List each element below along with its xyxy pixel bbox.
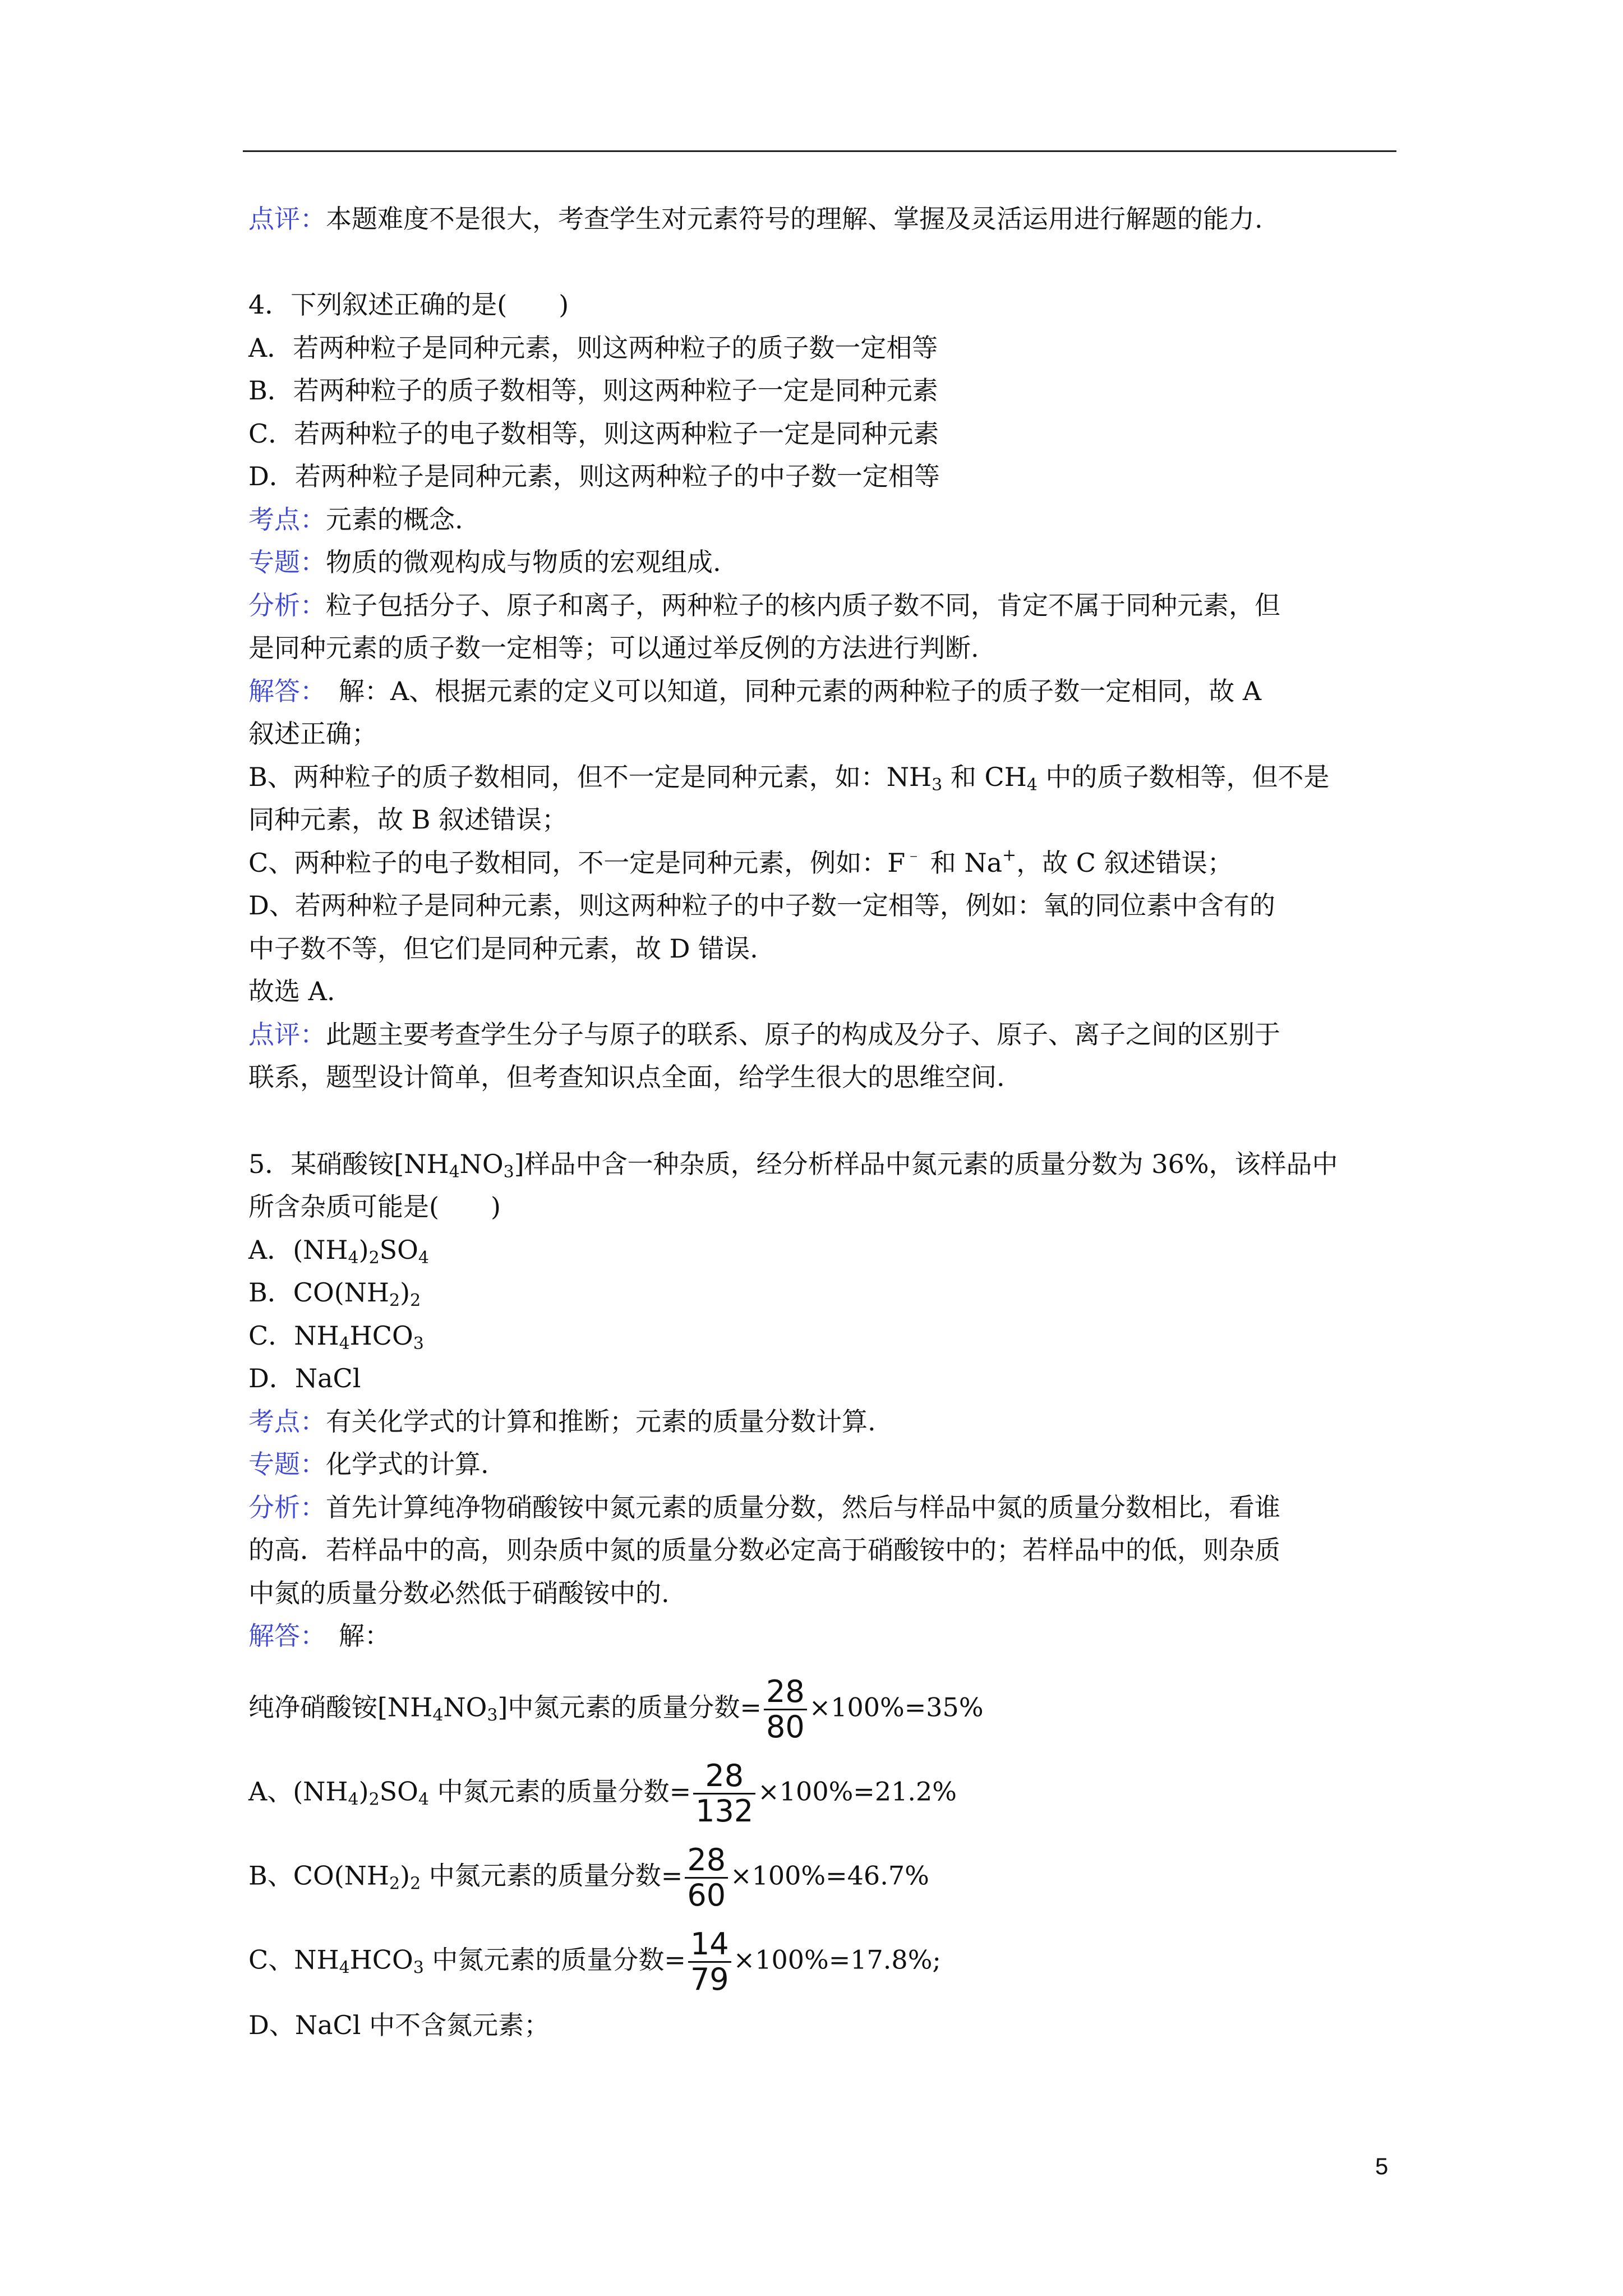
q4-review-1 xyxy=(248,1018,1280,1051)
superscript: ﹣ xyxy=(905,845,923,865)
text-run: ) xyxy=(400,1860,411,1891)
text-run: C．NH xyxy=(248,1320,339,1351)
zhuanti-text: 物质的微观构成与物质的宏观组成. xyxy=(326,547,721,577)
subscript: 3 xyxy=(413,1334,424,1354)
q4-kaodian xyxy=(248,503,463,536)
q4-d-1: D、若两种粒子是同种元素，则这两种粒子的中子数一定相等，例如：氧的同位素中含有的 xyxy=(248,890,1275,921)
calc-pure xyxy=(248,1675,984,1744)
denominator: 80 xyxy=(766,1709,805,1745)
review-label: 点评： xyxy=(248,204,326,234)
text-run: 和 CH xyxy=(942,762,1027,792)
review-label: 点评： xyxy=(248,1019,326,1050)
subscript: 2 xyxy=(389,1291,400,1310)
text-run: ×100%=46.7% xyxy=(730,1860,929,1891)
q4-zhuanti xyxy=(248,545,721,579)
q4-stem: 4．下列叙述正确的是( ) xyxy=(248,289,569,320)
text-run: 中的质子数相等，但不是 xyxy=(1037,762,1330,792)
subscript: 4 xyxy=(418,1248,429,1268)
text-run: ) xyxy=(400,1277,411,1308)
q5-fenxi-3: 中氮的质量分数必然低于硝酸铵中的. xyxy=(248,1578,670,1608)
text-run: B、CO(NH xyxy=(248,1860,390,1891)
q5-option-a xyxy=(248,1233,429,1267)
zhuanti-label: 专题： xyxy=(248,1449,326,1479)
text-run: C、NH xyxy=(248,1944,339,1975)
fraction xyxy=(688,1927,731,1996)
calc-a xyxy=(248,1759,957,1828)
text-run: NO xyxy=(459,1149,504,1179)
q4-option-c: C．若两种粒子的电子数相等，则这两种粒子一定是同种元素 xyxy=(248,418,939,449)
subscript: 4 xyxy=(418,1789,429,1810)
review-text: 本题难度不是很大，考查学生对元素符号的理解、掌握及灵活运用进行解题的能力. xyxy=(326,204,1263,234)
text-run: C、两种粒子的电子数相同，不一定是同种元素，例如：F xyxy=(248,848,906,878)
text-run: ]样品中含一种杂质，经分析样品中氮元素的质量分数为 36%，该样品中 xyxy=(514,1149,1338,1179)
text-run: NO xyxy=(443,1692,487,1723)
kaodian-label: 考点： xyxy=(248,504,326,535)
numerator: 14 xyxy=(688,1927,731,1963)
calc-c xyxy=(248,1927,941,1996)
text-run: SO xyxy=(379,1776,418,1807)
kaodian-text: 元素的概念. xyxy=(326,504,463,535)
subscript: 2 xyxy=(368,1789,380,1810)
q4-option-b: B．若两种粒子的质子数相等，则这两种粒子一定是同种元素 xyxy=(248,375,938,406)
zhuanti-text: 化学式的计算. xyxy=(326,1449,489,1479)
subscript: 4 xyxy=(449,1162,460,1182)
fenxi-text: 首先计算纯净物硝酸铵中氮元素的质量分数，然后与样品中氮的质量分数相比，看谁 xyxy=(326,1492,1280,1522)
text-run: A、(NH xyxy=(248,1776,348,1807)
subscript: 3 xyxy=(413,1958,424,1978)
calc-d: D、NaCl 中不含氮元素； xyxy=(248,2010,550,2040)
q4-option-a: A．若两种粒子是同种元素，则这两种粒子的质子数一定相等 xyxy=(248,333,938,363)
fraction xyxy=(693,1759,755,1828)
text-run: ]中氮元素的质量分数= xyxy=(497,1692,762,1723)
text-run: ) xyxy=(358,1776,369,1807)
text-run: HCO xyxy=(349,1320,413,1351)
review-text: 此题主要考查学生分子与原子的联系、原子的构成及分子、原子、离子之间的区别于 xyxy=(326,1019,1280,1050)
denominator: 79 xyxy=(690,1962,729,1997)
text-run: ，故 C 叙述错误； xyxy=(1016,848,1233,878)
text-run: 和 Na xyxy=(922,848,1003,878)
subscript: 4 xyxy=(1026,775,1038,795)
subscript: 4 xyxy=(348,1789,359,1810)
q5-stem-1 xyxy=(248,1147,1338,1181)
denominator: 132 xyxy=(695,1793,754,1829)
text-run: HCO xyxy=(349,1944,413,1975)
q4-fenxi-2: 是同种元素的质子数一定相等；可以通过举反例的方法进行判断. xyxy=(248,633,979,663)
denominator: 60 xyxy=(687,1878,726,1913)
text-run: ×100%=17.8%; xyxy=(733,1944,941,1975)
q5-stem-2: 所含杂质可能是( ) xyxy=(248,1191,501,1222)
q4-option-d: D．若两种粒子是同种元素，则这两种粒子的中子数一定相等 xyxy=(248,461,940,491)
zhuanti-label: 专题： xyxy=(248,547,326,577)
fraction xyxy=(685,1843,728,1912)
q5-kaodian xyxy=(248,1405,876,1438)
jieda-text: 解：A、根据元素的定义可以知道，同种元素的两种粒子的质子数一定相同，故 A xyxy=(313,676,1262,706)
q4-d-2: 中子数不等，但它们是同种元素，故 D 错误. xyxy=(248,933,758,964)
numerator: 28 xyxy=(685,1843,728,1879)
text-run: B．CO(NH xyxy=(248,1277,390,1308)
calc-b xyxy=(248,1843,929,1912)
numerator: 28 xyxy=(764,1675,807,1710)
subscript: 4 xyxy=(432,1705,444,1726)
subscript: 2 xyxy=(368,1248,380,1268)
q5-fenxi-2: 的高．若样品中的高，则杂质中氮的质量分数必定高于硝酸铵中的；若样品中的低，则杂质 xyxy=(248,1535,1280,1565)
q4-review-2: 联系，题型设计简单，但考查知识点全面，给学生很大的思维空间. xyxy=(248,1062,1005,1092)
text-run: ×100%=21.2% xyxy=(758,1776,957,1807)
subscript: 3 xyxy=(503,1162,514,1182)
text-run: 中氮元素的质量分数= xyxy=(429,1776,691,1807)
jieda-text: 解： xyxy=(313,1621,390,1651)
fenxi-text: 粒子包括分子、原子和离子，两种粒子的核内质子数不同，肯定不属于同种元素，但 xyxy=(326,590,1280,620)
numerator: 28 xyxy=(693,1759,755,1795)
subscript: 4 xyxy=(348,1248,359,1268)
text-run: ) xyxy=(358,1235,369,1265)
q4-jieda-2: 叙述正确； xyxy=(248,719,377,749)
q4-fenxi-1 xyxy=(248,588,1280,622)
text-run: ×100%=35% xyxy=(809,1692,984,1723)
q4-c xyxy=(248,846,1233,880)
kaodian-label: 考点： xyxy=(248,1406,326,1437)
q4-jieda-1 xyxy=(248,674,1261,708)
superscript: + xyxy=(1002,845,1017,865)
fenxi-label: 分析： xyxy=(248,1492,326,1522)
subscript: 2 xyxy=(389,1874,400,1894)
text-run: 中氮元素的质量分数= xyxy=(421,1860,683,1891)
q5-option-d: D．NaCl xyxy=(248,1363,361,1393)
subscript: 2 xyxy=(410,1874,421,1894)
review-q3 xyxy=(248,202,1263,236)
text-run: B、两种粒子的质子数相同，但不一定是同种元素，如：NH xyxy=(248,762,932,792)
q5-jieda xyxy=(248,1619,390,1653)
text-run: 纯净硝酸铵[NH xyxy=(248,1692,433,1723)
text-run: SO xyxy=(379,1235,418,1265)
q5-zhuanti xyxy=(248,1447,489,1481)
subscript: 4 xyxy=(339,1958,350,1978)
q4-b-1 xyxy=(248,760,1330,794)
text-run: 5．某硝酸铵[NH xyxy=(248,1149,449,1179)
fraction xyxy=(764,1675,807,1744)
header-rule xyxy=(243,150,1396,152)
q5-option-c xyxy=(248,1319,424,1352)
q4-answer: 故选 A. xyxy=(248,976,335,1006)
subscript: 3 xyxy=(932,775,943,795)
page-number: 5 xyxy=(1375,2153,1389,2179)
subscript: 2 xyxy=(410,1291,421,1310)
text-run: A．(NH xyxy=(248,1235,348,1265)
q5-fenxi-1 xyxy=(248,1490,1280,1524)
jieda-label: 解答： xyxy=(248,676,313,706)
fenxi-label: 分析： xyxy=(248,590,326,620)
subscript: 4 xyxy=(339,1334,350,1354)
kaodian-text: 有关化学式的计算和推断；元素的质量分数计算. xyxy=(326,1406,876,1437)
q5-option-b xyxy=(248,1276,421,1309)
text-run: 中氮元素的质量分数= xyxy=(423,1944,686,1975)
subscript: 3 xyxy=(487,1705,498,1726)
jieda-label: 解答： xyxy=(248,1621,313,1651)
q4-b-2: 同种元素，故 B 叙述错误； xyxy=(248,804,568,835)
